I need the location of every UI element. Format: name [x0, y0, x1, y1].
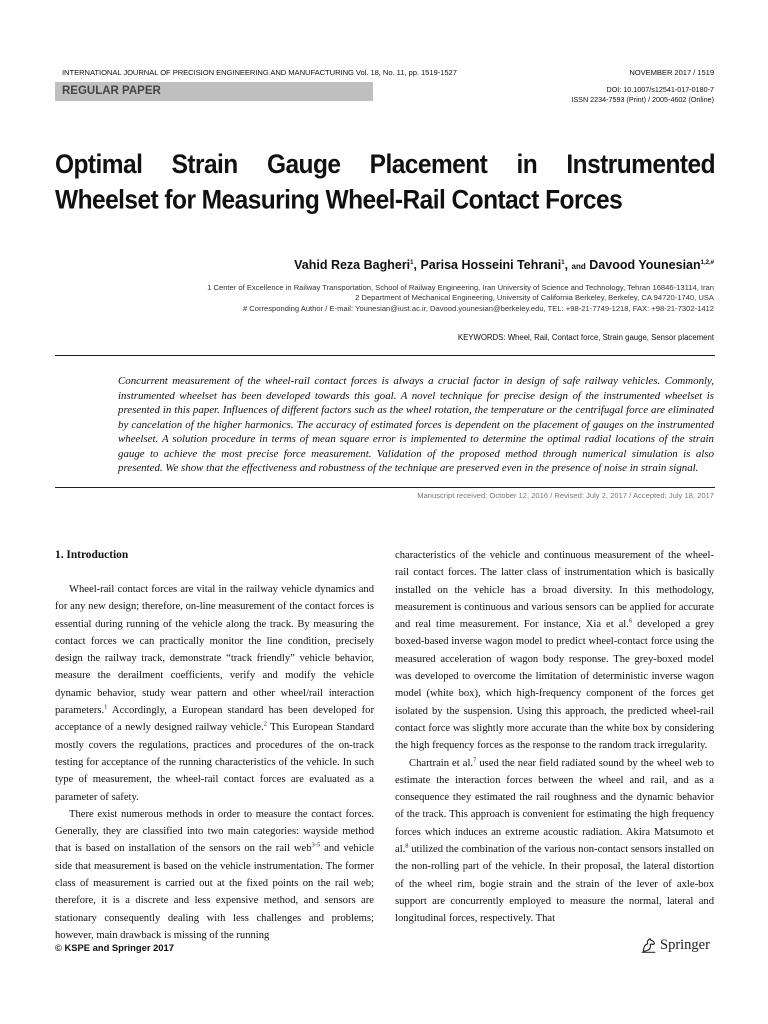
publisher-logo — [640, 937, 710, 954]
author-list: Vahid Reza Bagheri$^1$, Parisa Hosseini Tehrani$^1$, and Davood Younesian$^{1,2,\#}$ — [294, 257, 714, 273]
top-divider — [55, 355, 715, 356]
author-3-affil: 1,2,# — [700, 259, 714, 266]
manuscript-dates: Manuscript received: October 12, 2016 / Revised: July 2, 2017 / Accepted: July 18, 2017 — [417, 491, 714, 500]
body-column-left — [55, 547, 374, 944]
citation-ref: 2 — [263, 720, 267, 728]
author-3: Davood Younesian — [589, 257, 701, 273]
paper-title — [55, 147, 715, 218]
affiliation-1: 1 Center of Excellence in Railway Transportation, School of Railway Engineering, Iran University of Science and Technology, Tehran 16846-13114, Iran — [207, 283, 714, 292]
keywords: KEYWORDS: Wheel, Rail, Contact force, Strain gauge, Sensor placement — [457, 333, 714, 342]
doi: DOI: 10.1007/s12541-017-0180-7 — [606, 85, 714, 94]
citation-ref: 8 — [405, 842, 409, 850]
section-label-bar — [55, 82, 373, 101]
author-2-affil: 1 — [561, 259, 565, 266]
copyright: © KSPE and Springer 2017 — [55, 942, 174, 953]
corresponding-author: # Corresponding Author / E-mail: Younesian@iust.ac.ir, Davood.younesian@berkeley.edu, TEL: +98-21-7749-1218, FAX: +98-21-7302-1412 — [242, 303, 714, 313]
author-conjunction: and — [571, 261, 586, 272]
body-column-right — [395, 547, 714, 928]
body-paragraph: There exist numerous methods in order to measure the contact forces. Generally, they are classified into two main categories: wayside method that is based on installation of the sensors on the rail web$^{3-5}$ and vehicle side that measurement is based on the vehicle instrumentation. The former class of measurement is carried out at the fixed points on the rail web; therefore, it is a discrete and less expensive method, and sensors are stationary consequently dealing with less challenges and problems; however, main drawback is missing of the running — [55, 808, 374, 941]
citation-ref: 1 — [104, 703, 108, 711]
author-1: Vahid Reza Bagheri — [294, 257, 411, 273]
citation-ref: 3-5 — [311, 841, 321, 849]
journal-header — [62, 68, 714, 77]
body-paragraph: characteristics of the vehicle and continuous measurement of the wheel-rail contact forces. The latter class of instrumentation which is basically installed on the vehicle has a broad diversity. In this methodology, measurement is continuous and various sensors can be applied for accurate and real time measurement. For instance, Xia et al.$^6$ developed a grey boxed-based inverse wagon model to predict wheel-contact force using the measured acceleration of wagon body response. The grey-boxed model was developed to overcome the limitation of deterministic inverse wagon model (white box), which high-frequency component of the forces get isolated by the suspension. Using this approach, the predicted wheel-rail contact force was slightly more accurate than the white box by considering the high frequency forces as the response to the random track irregularity. — [395, 550, 714, 752]
author-1-affil: 1 — [410, 259, 414, 266]
title-line-1: Optimal Strain Gauge Placement in Instrumented — [55, 150, 715, 180]
body-paragraph: Wheel-rail contact forces are vital in the railway vehicle dynamics and for any new design; therefore, on-line measurement of the contact forces is essential during running of the vehicle along the track. By measuring the contact forces we can practically monitor the line condition, precisely design the railway track, demonstrate “track friendly” vehicle behavior, measure the derailment coefficients, verify and modify the vehicle dynamic behavior, study wear pattern and other wheel/rail interaction parameters.$^1$ Accordingly, a European standard has been developed for acceptance of a newly designed railway vehicle.$^2$ This European Standard mostly covers the regulations, practices and procedures of the on-track testing for acceptance of the running characteristics of the vehicle. In such type of measurement, the wheel-rail contact forces are evaluated as a parameter of safety. — [55, 584, 374, 803]
issue-page: NOVEMBER 2017 / 1519 — [629, 68, 714, 77]
springer-horse-icon — [640, 937, 657, 954]
publisher-name: Springer — [660, 937, 710, 953]
citation-ref: 6 — [628, 617, 633, 625]
bottom-divider — [55, 487, 715, 488]
affiliation-2: 2 Department of Mechanical Engineering, University of California Berkeley, Berkeley, CA 94720-1740, USA — [355, 293, 714, 303]
abstract: Concurrent measurement of the wheel-rail contact forces is always a crucial factor in design of safe railway vehicles. Commonly, instrumented wheelset has been developed towards this goal. A novel technique for precise design of the instrumented wheelset is presented in this paper. Influences of different factors such as the wheel rotation, the temperature or the centrifugal force are eliminated by cancelation of the higher harmonics. The accuracy of estimated forces is dependent on the placement of gauges on the instrumented wheelset. A solution procedure in terms of mean square error is implemented to determine the optimal radial locations of the strain gauge to achieve the most precise force measurement. Validation of the proposed method through numerical simulation is also presented. We show that the effectiveness and robustness of the technique are preserved even in the presence of noise in strain signal. — [118, 375, 714, 474]
author-2: Parisa Hosseini Tehrani — [420, 257, 562, 273]
title-line-2: Wheelset for Measuring Wheel-Rail Contact Forces — [55, 185, 623, 216]
issn: ISSN 2234-7593 (Print) / 2005-4602 (Online) — [571, 95, 714, 104]
body-paragraph: Chartrain et al.$^7$ used the near field radiated sound by the wheel web to estimate the interaction forces between the wheel and rail, and as a consequence they estimated the rail roughness and the dynamic behavior of the track. This approach is convenient for estimating the high frequency forces which induces an extreme acoustic radiation. Akira Matsumoto et al.$^8$ utilized the combination of the various non-contact sensors installed on the non-rolling part of the vehicle. In their proposal, the lateral distortion of the wheel rim, bogie strain and the strain of the lever of axle-box support are concurrently employed to measure the normal, lateral and longitudinal forces, respectively. That — [395, 756, 714, 925]
section-label: REGULAR PAPER — [62, 85, 161, 97]
journal-citation: INTERNATIONAL JOURNAL OF PRECISION ENGINEERING AND MANUFACTURING Vol. 18, No. 11, pp. 1519-1527 — [62, 68, 457, 77]
citation-ref: 7 — [473, 756, 477, 764]
affiliations — [207, 283, 714, 314]
section-heading: 1. Introduction — [55, 549, 129, 561]
doi-block — [571, 85, 714, 105]
